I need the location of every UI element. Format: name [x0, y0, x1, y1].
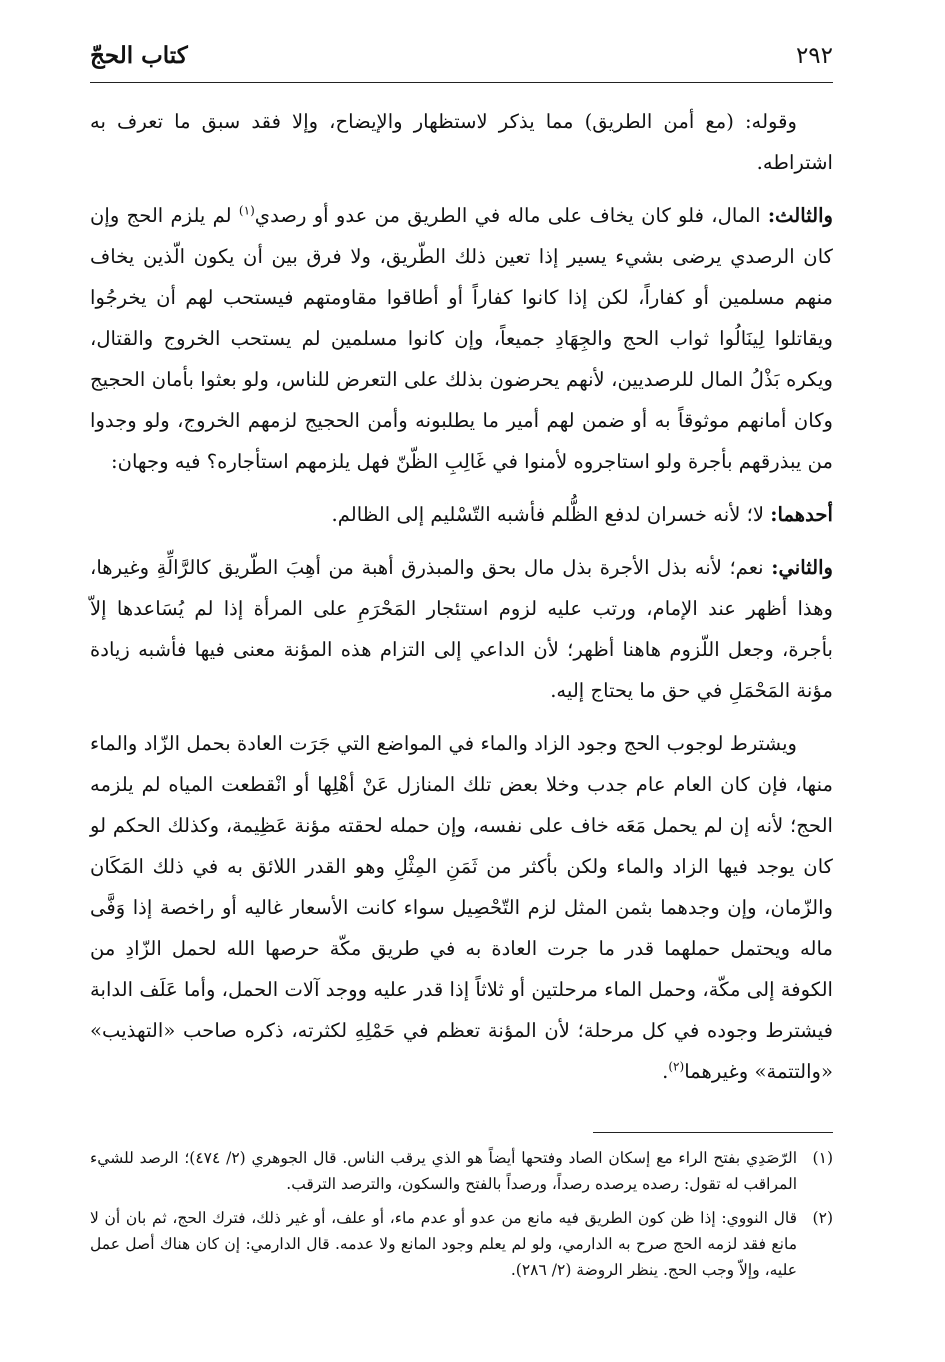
header-rule: [90, 82, 833, 83]
paragraph-label: والثاني:: [771, 556, 833, 579]
main-text: [90, 101, 833, 1092]
paragraph-text: وقوله: (مع أمن الطريق) مما يذكر لاستظهار والإيضاح، وإلا فقد سبق ما تعرف به اشتراطه.: [90, 110, 833, 174]
page-header: [90, 40, 833, 72]
book-title: كتاب الحجّ: [90, 42, 188, 69]
footnote-number: (١): [812, 1149, 833, 1167]
paragraph-label: والثالث:: [767, 204, 834, 227]
paragraph-provisions: [90, 723, 833, 1092]
footnote-2: [90, 1205, 833, 1283]
paragraph-first-view: [90, 494, 833, 535]
footnotes: [90, 1145, 833, 1283]
paragraph-second-view: [90, 547, 833, 711]
footnote-reference: (١): [238, 203, 255, 218]
paragraph-text: لا؛ لأنه خسران لدفع الظُّلم فأشبه التّسْليم إلى الظالم.: [331, 503, 765, 526]
paragraph-text-before-ref: المال، فلو كان يخاف على ماله في الطريق من عدو أو رصدي: [254, 204, 761, 227]
paragraph-text: .: [662, 1060, 669, 1083]
paragraph-intro: [90, 101, 833, 183]
footnote-reference: (٢): [668, 1059, 685, 1074]
paragraph-text: لم يلزم الحج وإن كان الرصدي يرضى بشيء يسير إذا تعين ذلك الطّريق، ولا فرق بين أن يكون الّذين يخاف منهم مسلمين أو كفاراً، لكن إذا كانوا كفاراً أو أطاقوا مقاومتهم فيستحب لهم أن يخرجُوا ويقاتلوا لِينَالُوا ثواب الحج والجِهَادِ جميعاً، وإن كانوا مسلمين لم يستحب الخروج والقتال، ويكره بَذْلُ المال للرصديين، لأنهم يحرضون بذلك على التعرض للناس، ولو بعثوا بأمان الحجيج وكان أمانهم موثوقاً به أو ضمن لهم أمير ما يطلبونه وأمن الحجيج لزمهم الخروج، ولو وجدوا من يبذرقهم بأجرة ولو استاجروه لأمنوا في غَالِبِ الظّنّ فهل يلزمهم استأجاره؟ فيه وجهان:: [90, 204, 833, 473]
footnote-1: [90, 1145, 833, 1197]
paragraph-label: أحدهما:: [770, 503, 833, 526]
footnote-number: (٢): [812, 1209, 833, 1227]
footnote-text: الرّصَدِي بفتح الراء مع إسكان الصاد وفتحها أيضاً هو الذي يرقب الناس. قال الجوهري (٢/ ٤٧٤)؛ الرصد للشيء المراقب له تقول: رصده يرصده رصداً، ورصداً بالفتح والسكون، والترصد الترقب.: [90, 1149, 797, 1193]
page-number: ٢٩٢: [795, 43, 833, 69]
footnote-text: قال النووي: إذا ظن كون الطريق فيه مانع من عدو أو عدم ماء، أو علف، أو غير ذلك، فترك الحج، ثم بان أن لا مانع فقد لزمه الحج صرح به الدارمي، ولو لم يعلم وجود المانع ولا عدمه. قال الدارمي: إن كان هناك أصل عمل عليه، وإلاّ وجب الحج. ينظر الروضة (٢/ ٢٨٦).: [90, 1209, 797, 1279]
paragraph-text-before-ref: ويشترط لوجوب الحج وجود الزاد والماء في المواضع التي جَرَت العادة بحمل الزّاد والماء منها، فإن كان العام عام جدب وخلا بعض تلك المنازل عَنْ أهْلِها أو انْقطعت المياه لم يلزمه الحج؛ لأنه إن لم يحمل مَعَه خاف على نفسه، وإن حمله لحقته مؤنة عَظِيمة، وكذلك الحكم لو كان يوجد فيها الزاد والماء ولكن بأكثر من ثَمَنِ المِثْلِ وهو القدر اللائق به في ذلك المَكَان والزّمان، وإن وجدهما بثمن المثل لزم التّحْصِيل سواء كانت الأسعار غاليه أو راخصة إذا وَفَّى ماله ويحتمل حملهما قدر ما جرت العادة به في طريق مكّة حرصها الله لحمل الزّادِ من الكوفة إلى مكّة، وحمل الماء مرحلتين أو ثلاثاً إذا قدر عليه ووجد آلات الحمل، وأما عَلَف الدابة فيشترط وجوده في كل مرحلة؛ لأن المؤنة تعظم في حَمْلِهِ لكثرته، ذكره صاحب «التهذيب» «والتتمة» وغيرهما: [90, 732, 833, 1083]
paragraph-third-condition: [90, 195, 833, 482]
footnote-rule: [593, 1132, 833, 1133]
paragraph-text: نعم؛ لأنه بذل الأجرة بذل مال بحق والمبذرق أهبة من أهِبَ الطّريق كالرَّالِّةِ وغيرها، وهذا أظهر عند الإمام، ورتب عليه لزوم استئجار المَحْرَمِ على المرأة إذا لم يُسَاعدها إلاّ بأجرة، وجعل اللّزوم هاهنا أظهر؛ لأن الداعي إلى التزام هذه المؤنة معنى فيها فأشبه زيادة مؤنة المَحْمَلِ في حق ما يحتاج إليه.: [90, 556, 833, 702]
